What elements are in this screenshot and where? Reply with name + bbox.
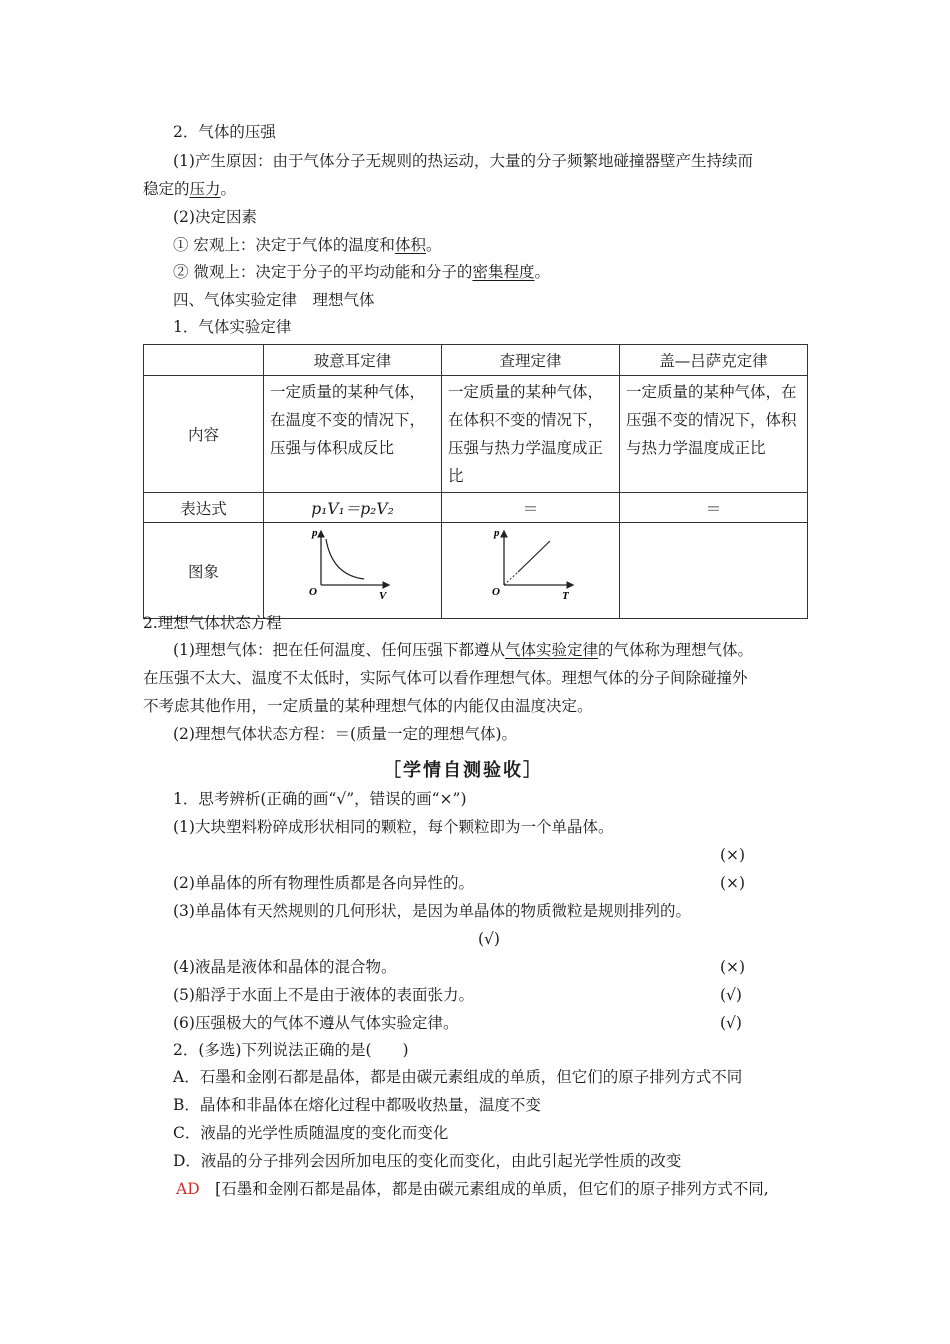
- q2-option: A．石墨和金刚石都是晶体，都是由碳元素组成的单质，但它们的原子排列方式不同: [173, 1068, 743, 1086]
- text: 。: [425, 236, 442, 254]
- formula-cell: p₁V₁＝p₂V₂: [264, 493, 442, 523]
- x-axis-label: T: [562, 590, 569, 602]
- q2-option: C．液晶的光学性质随温度的变化而变化: [173, 1124, 449, 1142]
- table-header-row: [144, 345, 808, 376]
- x-axis-label: V: [379, 590, 387, 602]
- row-label: 图象: [144, 523, 264, 619]
- section-heading-gas-laws: 四、气体实验定律 理想气体: [173, 291, 375, 309]
- q1-item: (4)液晶是液体和晶体的混合物。: [173, 958, 397, 976]
- q1-heading: 1．思考辨析(正确的画“√”，错误的画“×”): [173, 790, 467, 808]
- answer-label: AD: [176, 1180, 200, 1198]
- ideal-gas-line-3: 不考虑其他作用，一定质量的某种理想气体的内能仅由温度决定。: [143, 697, 593, 715]
- q1-answer-mark: (√): [720, 986, 742, 1004]
- table-header-cell: 盖—吕萨克定律: [620, 345, 808, 376]
- q2-option: B．晶体和非晶体在熔化过程中都吸收热量，温度不变: [173, 1096, 541, 1114]
- formula-cell: ＝: [442, 493, 620, 523]
- subheading-gas-laws: 1．气体实验定律: [173, 318, 292, 336]
- pressure-cause-line: (1)产生原因：由于气体分子无规则的热运动，大量的分子频繁地碰撞器壁产生持续而: [173, 152, 753, 170]
- blank-answer: 体积: [394, 236, 426, 254]
- text: 。: [220, 180, 237, 198]
- ideal-gas-line-1: [173, 639, 753, 661]
- row-label: 内容: [144, 376, 264, 493]
- table-row-expression: [144, 493, 808, 523]
- blank-answer: 压力: [189, 180, 221, 198]
- q1-answer-mark: (√): [720, 1014, 742, 1032]
- text: ① 宏观上：决定于气体的温度和: [173, 236, 395, 254]
- graph-cell: [620, 523, 808, 619]
- y-axis-label: p: [494, 527, 500, 539]
- table-header-cell: 玻意耳定律: [264, 345, 442, 376]
- q1-answer-mark: (×): [720, 958, 746, 976]
- origin-label: O: [309, 586, 317, 598]
- text: (1)理想气体：把在任何温度、任何压强下都遵从: [173, 641, 505, 659]
- isochore-line: [518, 541, 550, 572]
- ideal-gas-heading: 2.理想气体状态方程: [143, 614, 282, 632]
- q1-answer-mark: (×): [720, 846, 746, 864]
- formula-cell: ＝: [620, 493, 808, 523]
- table-row-content: [144, 376, 808, 493]
- extrapolation-line: [504, 572, 518, 585]
- macro-line: [173, 234, 441, 256]
- q1-item: (6)压强极大的气体不遵从气体实验定律。: [173, 1014, 459, 1032]
- micro-line: [173, 261, 550, 283]
- table-cell: 一定质量的某种气体，在体积不变的情况下，压强与热力学温度成正比: [442, 376, 620, 493]
- section-heading-pressure: 2．气体的压强: [173, 123, 276, 141]
- graph-cell: [442, 523, 620, 619]
- q1-item: (1)大块塑料粉碎成形状相同的颗粒，每个颗粒即为一个单晶体。: [173, 818, 614, 836]
- text: ② 微观上：决定于分子的平均动能和分子的: [173, 263, 473, 281]
- row-label: 表达式: [144, 493, 264, 523]
- gas-laws-table: [143, 344, 808, 619]
- q1-answer-mark: (×): [720, 874, 746, 892]
- text: 的气体称为理想气体。: [597, 641, 753, 659]
- ideal-gas-line-2: 在压强不太大、温度不太低时，实际气体可以看作理想气体。理想气体的分子间除碰撞外: [143, 669, 748, 687]
- factors-heading: (2)决定因素: [173, 208, 257, 226]
- q1-item: (2)单晶体的所有物理性质都是各向异性的。: [173, 874, 474, 892]
- boyle-graph: [264, 523, 442, 614]
- graph-cell: [264, 523, 442, 619]
- blank-answer: 气体实验定律: [504, 641, 598, 659]
- origin-label: O: [492, 586, 500, 598]
- table-row-graph: [144, 523, 808, 619]
- q1-item: (5)船浮于水面上不是由于液体的表面张力。: [173, 986, 474, 1004]
- blank-answer: 密集程度: [472, 263, 535, 281]
- text: 稳定的: [143, 180, 190, 198]
- table-cell: 一定质量的某种气体，在压强不变的情况下，体积与热力学温度成正比: [620, 376, 808, 493]
- text: 。: [534, 263, 550, 281]
- table-cell: 一定质量的某种气体，在温度不变的情况下，压强与体积成反比: [264, 376, 442, 493]
- q1-item: (3)单晶体有天然规则的几何形状，是因为单晶体的物质微粒是规则排列的。: [173, 902, 691, 920]
- ideal-gas-equation-line: (2)理想气体状态方程：＝(质量一定的理想气体)。: [173, 725, 518, 743]
- q2-option: D．液晶的分子排列会因所加电压的变化而变化，由此引起光学性质的改变: [173, 1152, 682, 1170]
- q1-answer-mark: (√): [478, 930, 500, 948]
- isotherm-curve: [326, 539, 364, 579]
- charles-graph: [442, 523, 620, 614]
- self-test-banner: ［学情自测验收］: [383, 760, 543, 781]
- answer-explanation: [石墨和金刚石都是晶体，都是由碳元素组成的单质，但它们的原子排列方式不同,: [215, 1180, 769, 1198]
- table-header-cell: 查理定律: [442, 345, 620, 376]
- pressure-cause-line-2: [143, 178, 236, 200]
- q2-heading: 2．(多选)下列说法正确的是( ): [173, 1041, 409, 1059]
- y-axis-label: p: [312, 527, 318, 539]
- q2-answer-line: [176, 1178, 769, 1200]
- table-header-cell: [144, 345, 264, 376]
